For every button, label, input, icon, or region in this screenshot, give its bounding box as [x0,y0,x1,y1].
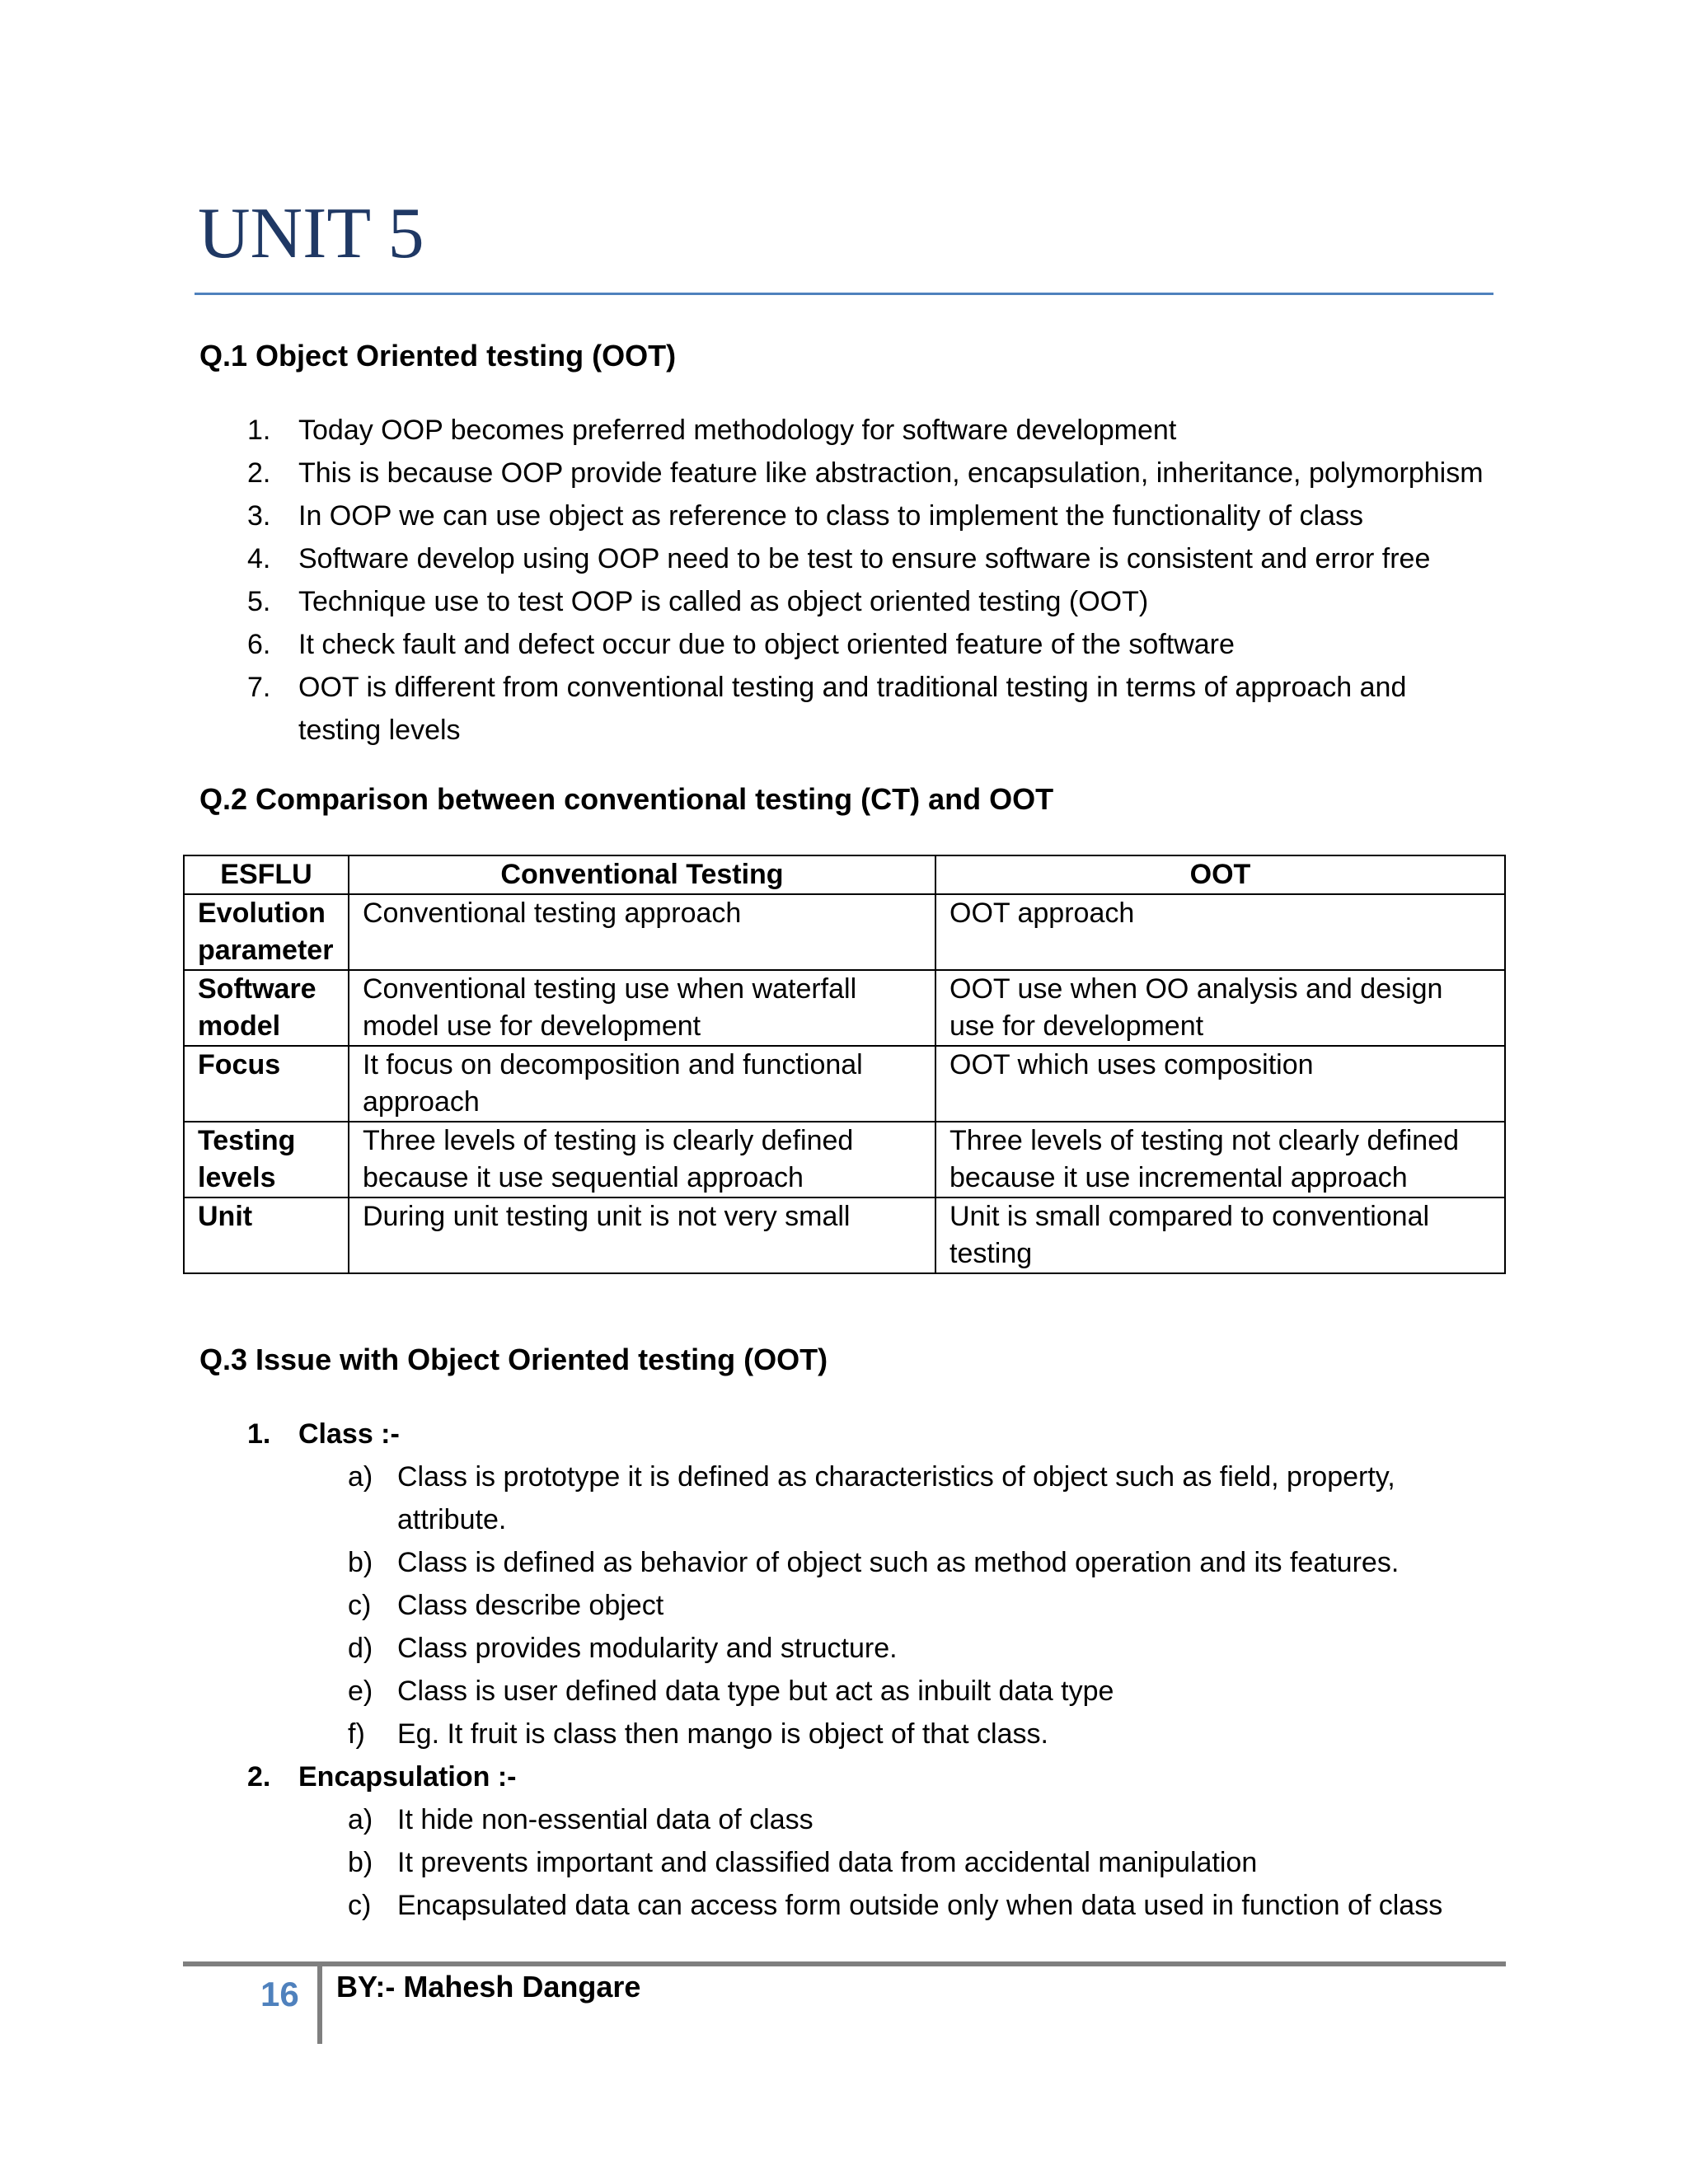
page-number: 16 [260,1975,299,2013]
list-item-text: OOT is different from conventional testing and traditional testing in terms of approach and [298,672,1407,703]
sub-item-letter: c) [348,1590,372,1621]
sub-item-text: Class is user defined data type but act as inbuilt data type [397,1675,1114,1707]
table-cell: OOT use when OO analysis and design use for development [935,970,1505,1046]
sub-item-letter: e) [348,1675,373,1707]
sub-item-text: Class describe object [397,1590,664,1621]
table-cell: Unit is small compared to conventional testing [935,1197,1505,1273]
row-header-cell: Focus [184,1046,349,1122]
section-number: 2. [247,1761,271,1793]
list-item-text: Today OOP becomes preferred methodology for software development [298,415,1177,446]
list-item-text: Technique use to test OOP is called as object oriented testing (OOT) [298,586,1149,617]
row-header-cell: Evolution parameter [184,894,349,970]
sub-item-letter: a) [348,1804,373,1835]
table-row [184,1046,1505,1122]
column-header: OOT [935,855,1505,894]
table-cell: OOT approach [935,894,1505,970]
sub-item-letter: f) [348,1718,365,1750]
list-item-text: In OOP we can use object as reference to class to implement the functionality of class [298,500,1364,532]
sub-item-letter: d) [348,1633,373,1664]
column-header: ESFLU [184,855,349,894]
sub-item-text: Class is defined as behavior of object such as method operation and its features. [397,1547,1400,1578]
list-item-number: 3. [247,500,271,532]
sub-item-letter: b) [348,1547,373,1578]
title-rule [195,293,1493,295]
list-item-text: It check fault and defect occur due to object oriented feature of the software [298,629,1235,660]
q3-heading: Q.3 Issue with Object Oriented testing (OOT) [199,1343,828,1376]
list-item-number: 2. [247,457,271,489]
table-cell: Conventional testing approach [349,894,935,970]
sub-item-text: Encapsulated data can access form outside only when data used in function of class [397,1890,1443,1921]
sub-item-text: It prevents important and classified data from accidental manipulation [397,1847,1258,1878]
table-row [184,970,1505,1046]
footer-author: BY:- Mahesh Dangare [336,1970,641,2004]
sub-item-text-continued: attribute. [397,1504,507,1535]
list-item-text-continued: testing levels [298,715,461,746]
section-number: 1. [247,1418,271,1450]
sub-item-text: It hide non-essential data of class [397,1804,814,1835]
list-item-number: 5. [247,586,271,617]
footer-rule [183,1961,1506,1966]
list-item-number: 7. [247,672,271,703]
sub-item-text: Class provides modularity and structure. [397,1633,898,1664]
row-header-cell: Software model [184,970,349,1046]
table-row [184,894,1505,970]
table-header-row [184,855,1505,894]
comparison-table [183,855,1506,1274]
sub-item-letter: a) [348,1461,373,1493]
table-cell: Three levels of testing is clearly defined because it use sequential approach [349,1122,935,1197]
footer-divider [317,1966,322,2044]
list-item-number: 6. [247,629,271,660]
row-header-cell: Testing levels [184,1122,349,1197]
sub-item-letter: c) [348,1890,372,1921]
q1-heading: Q.1 Object Oriented testing (OOT) [199,339,677,373]
list-item-number: 4. [247,543,271,574]
unit-title: UNIT 5 [198,194,424,274]
list-item-text: This is because OOP provide feature like abstraction, encapsulation, inheritance, polymorphism [298,457,1484,489]
q2-heading: Q.2 Comparison between conventional testing (CT) and OOT [199,782,1054,816]
table-row [184,1122,1505,1197]
table-cell: It focus on decomposition and functional approach [349,1046,935,1122]
list-item-text: Software develop using OOP need to be test to ensure software is consistent and error free [298,543,1431,574]
list-item-number: 1. [247,415,271,446]
table-cell: OOT which uses composition [935,1046,1505,1122]
table-cell: Conventional testing use when waterfall model use for development [349,970,935,1046]
row-header-cell: Unit [184,1197,349,1273]
section-title: Encapsulation :- [298,1761,517,1793]
table-row [184,1197,1505,1273]
sub-item-text: Class is prototype it is defined as characteristics of object such as field, property, [397,1461,1395,1493]
column-header: Conventional Testing [349,855,935,894]
table-cell: During unit testing unit is not very small [349,1197,935,1273]
table-cell: Three levels of testing not clearly defined because it use incremental approach [935,1122,1505,1197]
sub-item-letter: b) [348,1847,373,1878]
sub-item-text: Eg. It fruit is class then mango is object of that class. [397,1718,1048,1750]
section-title: Class :- [298,1418,400,1450]
